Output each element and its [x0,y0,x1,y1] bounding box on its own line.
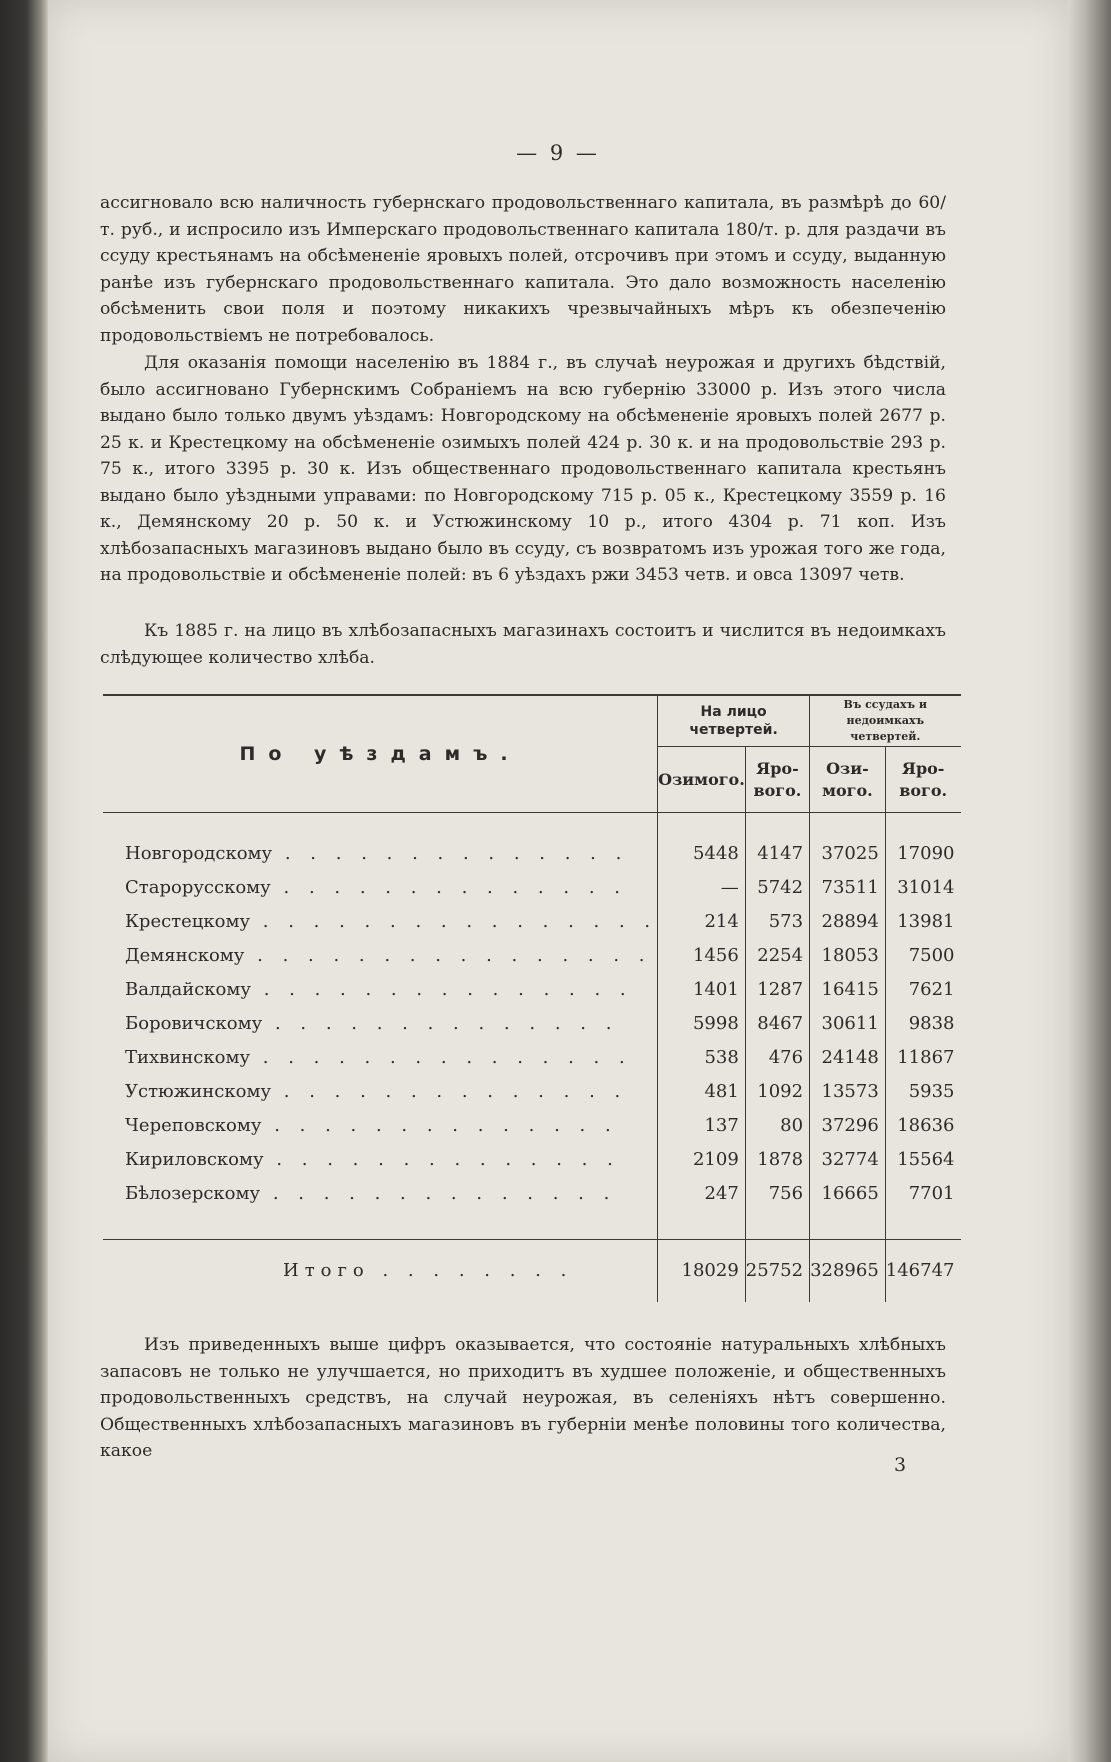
header-on-hand: На лицо четвертей. [658,695,810,747]
table-row: Новгородскому . . . . . . . . . . . . . . 5448 4147 37025 17090 [103,813,961,872]
cell-value: 37025 [810,813,886,872]
paragraph-1: ассигновало всю наличность губернскаго продовольственнаго капитала, въ размѣрѣ до 60/т. руб., и испросило изъ Имперскаго продовольственнаго капитала 180/т. р. для раздачи въ ссуду крестьянамъ на обсѣмененіе яровыхъ полей, отсрочивъ при этомъ и ссуду, выданную ранѣе изъ губернскаго продовольственнаго капитала. Это дало возможность населенію обсѣменить свои поля и поэтому никакихъ чрезвычайныхъ мѣръ къ обезпеченію продовольствіемъ не потребовалось. [100,193,946,346]
cell-value: 7701 [885,1177,960,1211]
paragraph-3: Къ 1885 г. на лицо въ хлѣбозапасныхъ магазинахъ состоитъ и числится въ недоимкахъ слѣдующее количество хлѣба. [100,621,946,668]
cell-value: 214 [658,905,746,939]
cell-value: — [658,871,746,905]
cell-value: 18636 [885,1109,960,1143]
table-row: Валдайскому . . . . . . . . . . . . . . . 1401 1287 16415 7621 [103,973,961,1007]
district-name: Устюжинскому [125,1080,272,1102]
cell-value: 2109 [658,1143,746,1177]
cell-value: 32774 [810,1143,886,1177]
cell-value: 7500 [885,939,960,973]
cell-value: 5935 [885,1075,960,1109]
page-number: — 9 — [516,141,600,165]
cell-value: 80 [745,1109,809,1143]
cell-value: 538 [658,1041,746,1075]
table-row: Боровичскому . . . . . . . . . . . . . . 5998 8467 30611 9838 [103,1007,961,1041]
cell-value: 28894 [810,905,886,939]
district-name: Бѣлозерскому [125,1182,261,1204]
cell-value: 11867 [885,1041,960,1075]
district-name: Кириловскому [125,1148,264,1170]
signature-mark: 3 [894,1454,907,1476]
cell-value: 15564 [885,1143,960,1177]
total-row: Итого . . . . . . . . 18029 25752 328965 146747 [103,1240,961,1303]
cell-value: 476 [745,1041,809,1075]
cell-value: 7621 [885,973,960,1007]
cell-value: 13573 [810,1075,886,1109]
cell-value: 756 [745,1177,809,1211]
total-label: Итого [283,1259,370,1281]
district-name: Старорусскому [125,876,271,898]
subheader-spring-on-hand: Яро-вого. [745,747,809,813]
table-row: Демянскому . . . . . . . . . . . . . . . . 1456 2254 18053 7500 [103,939,961,973]
cell-value: 4147 [745,813,809,872]
table-row: Тихвинскому . . . . . . . . . . . . . . . 538 476 24148 11867 [103,1041,961,1075]
cell-value: 17090 [885,813,960,872]
paragraph-4: Изъ приведенныхъ выше цифръ оказывается, что состояніе натуральныхъ хлѣбныхъ запасовъ не только не улучшается, но приходитъ въ худшее положеніе, и общественныхъ продовольственныхъ средствъ, на случай неурожая, въ селеніяхъ нѣтъ совершенно. Общественныхъ хлѣбозапасныхъ магазиновъ въ губерніи менѣе половины того количества, какое [100,1335,946,1461]
table-row: Череповскому . . . . . . . . . . . . . . 137 80 37296 18636 [103,1109,961,1143]
data-table [103,694,961,1302]
cell-value: 1401 [658,973,746,1007]
cell-value: 5742 [745,871,809,905]
district-name: Новгородскому [125,842,273,864]
district-name: Боровичскому [125,1012,263,1034]
cell-value: 137 [658,1109,746,1143]
cell-value: 16665 [810,1177,886,1211]
subheader-winter-on-hand: Озимого. [658,747,746,813]
table-row: Устюжинскому . . . . . . . . . . . . . . 481 1092 13573 5935 [103,1075,961,1109]
cell-value: 18053 [810,939,886,973]
total-value: 328965 [810,1240,886,1303]
cell-value: 73511 [810,871,886,905]
cell-value: 1092 [745,1075,809,1109]
paragraph-2: Для оказанія помощи населенію въ 1884 г., въ случаѣ неурожая и другихъ бѣдствій, было ассигновано Губернскимъ Собраніемъ на всю губернію 33000 р. Изъ этого числа выдано было только двумъ уѣздамъ: Новгородскому на обсѣмененіе яровыхъ полей 2677 р. 25 к. и Крестецкому на обсѣмененіе озимыхъ полей 424 р. 30 к. и на продовольствіе 293 р. 75 к., итого 3395 р. 30 к. Изъ общественнаго продовольственнаго капитала крестьянъ выдано было уѣздными управами: по Новгородскому 715 р. 05 к., Крестецкому 3559 р. 16 к., Демянскому 20 р. 50 к. и Устюжинскому 10 р., итого 4304 р. 71 коп. Изъ хлѣбозапасныхъ магазиновъ выдано было въ ссуду, съ возвратомъ изъ урожая того же года, на продовольствіе и обсѣмененіе полей: въ 6 уѣздахъ ржи 3453 четв. и овса 13097 четв. [100,353,946,585]
subheader-winter-loans: Ози-мого. [810,747,886,813]
cell-value: 8467 [745,1007,809,1041]
header-districts: По уѣздамъ. [103,695,658,813]
cell-value: 573 [745,905,809,939]
cell-value: 9838 [885,1007,960,1041]
district-name: Валдайскому [125,978,251,1000]
total-value: 25752 [745,1240,809,1303]
document-page [48,0,1068,1762]
cell-value: 37296 [810,1109,886,1143]
table-row: Бѣлозерскому . . . . . . . . . . . . . . 247 756 16665 7701 [103,1177,961,1211]
table-row: Кириловскому . . . . . . . . . . . . . . 2109 1878 32774 15564 [103,1143,961,1177]
page-edge [1068,0,1111,1762]
header-loans-arrears: Въ ссудахъ и недоимкахъ четвертей. [810,695,961,747]
cell-value: 1287 [745,973,809,1007]
cell-value: 30611 [810,1007,886,1041]
subheader-spring-loans: Яро-вого. [885,747,960,813]
table-row: Крестецкому . . . . . . . . . . . . . . . . 214 573 28894 13981 [103,905,961,939]
total-value: 18029 [658,1240,746,1303]
book-gutter [0,0,48,1762]
cell-value: 247 [658,1177,746,1211]
cell-value: 1456 [658,939,746,973]
district-name: Тихвинскому [125,1046,251,1068]
cell-value: 2254 [745,939,809,973]
district-name: Демянскому [125,944,245,966]
cell-value: 31014 [885,871,960,905]
table-row: Старорусскому . . . . . . . . . . . . . . — 5742 73511 31014 [103,871,961,905]
table-separator [103,1211,961,1240]
cell-value: 16415 [810,973,886,1007]
cell-value: 1878 [745,1143,809,1177]
grain-stock-table [103,694,955,1290]
cell-value: 13981 [885,905,960,939]
district-name: Череповскому [125,1114,262,1136]
cell-value: 5448 [658,813,746,872]
total-value: 146747 [885,1240,960,1303]
cell-value: 24148 [810,1041,886,1075]
cell-value: 481 [658,1075,746,1109]
cell-value: 5998 [658,1007,746,1041]
district-name: Крестецкому [125,910,251,932]
